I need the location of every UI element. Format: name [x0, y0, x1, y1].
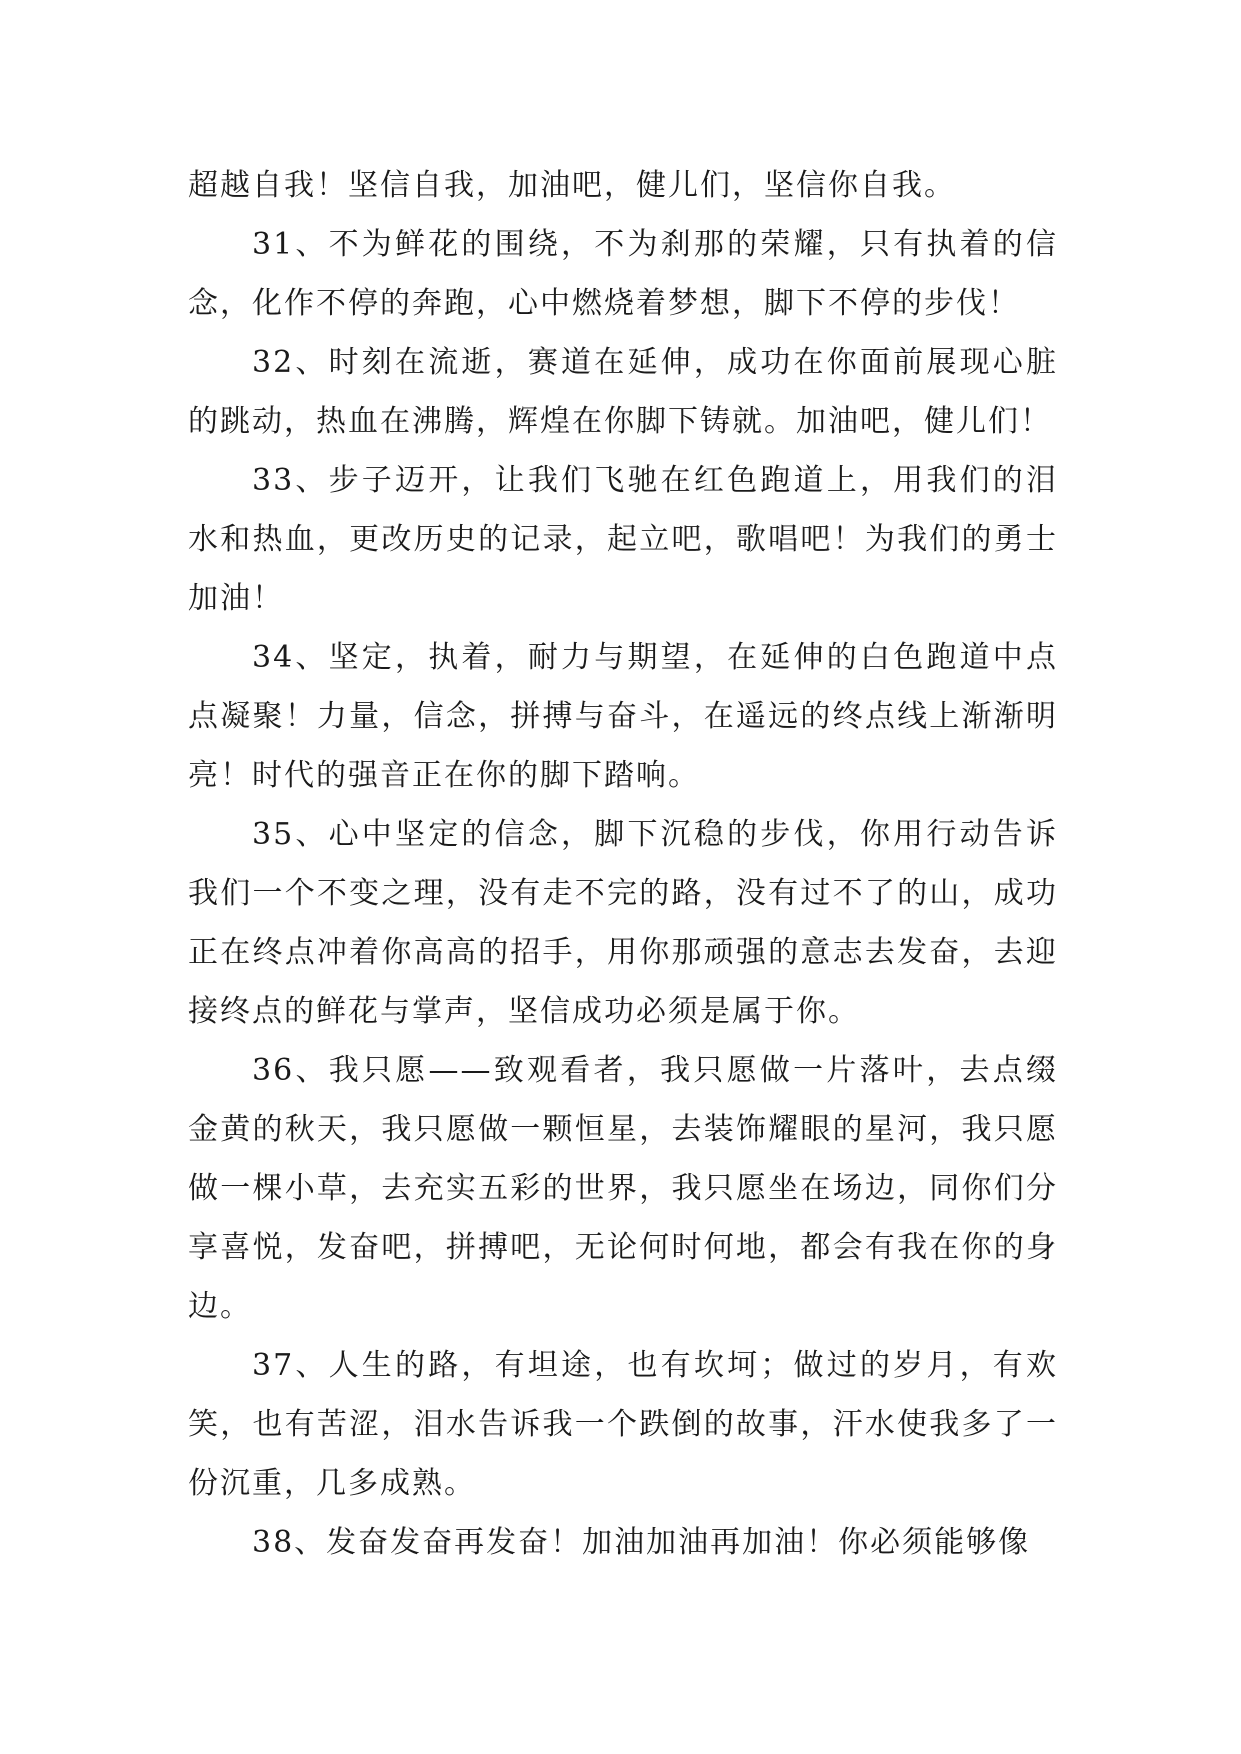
- paragraph-35: 35、心中坚定的信念，脚下沉稳的步伐，你用行动告诉我们一个不变之理，没有走不完的路，没有过不了的山，成功正在终点冲着你高高的招手，用你那顽强的意志去发奋，去迎接终点的鲜花与掌声，坚信成功必须是属于你。: [188, 817, 1058, 1029]
- paragraph-33: 33、步子迈开，让我们飞驰在红色跑道上，用我们的泪水和热血，更改历史的记录，起立吧，歌唱吧！为我们的勇士加油！: [188, 463, 1058, 616]
- paragraph-34: 34、坚定，执着，耐力与期望，在延伸的白色跑道中点点凝聚！力量，信念，拼搏与奋斗，在遥远的终点线上渐渐明亮！时代的强音正在你的脚下踏响。: [188, 640, 1058, 793]
- paragraph-32: 32、时刻在流逝，赛道在延伸，成功在你面前展现心脏的跳动，热血在沸腾，辉煌在你脚下铸就。加油吧，健儿们！: [188, 345, 1058, 439]
- paragraph-38: 38、发奋发奋再发奋！加油加油再加油！你必须能够像: [252, 1525, 1031, 1560]
- paragraph-36: 36、我只愿——致观看者，我只愿做一片落叶，去点缀金黄的秋天，我只愿做一颗恒星，去装饰耀眼的星河，我只愿做一棵小草，去充实五彩的世界，我只愿坐在场边，同你们分享喜悦，发奋吧，拼搏吧，无论何时何地，都会有我在你的身边。: [188, 1053, 1058, 1324]
- document-body: [188, 156, 1058, 1572]
- paragraph-continuation: 超越自我！坚信自我，加油吧，健儿们，坚信你自我。: [188, 168, 956, 203]
- paragraph-31: 31、不为鲜花的围绕，不为刹那的荣耀，只有执着的信念，化作不停的奔跑，心中燃烧着梦想，脚下不停的步伐！: [188, 227, 1058, 321]
- paragraph-37: 37、人生的路，有坦途，也有坎坷；做过的岁月，有欢笑，也有苦涩，泪水告诉我一个跌倒的故事，汗水使我多了一份沉重，几多成熟。: [188, 1348, 1058, 1501]
